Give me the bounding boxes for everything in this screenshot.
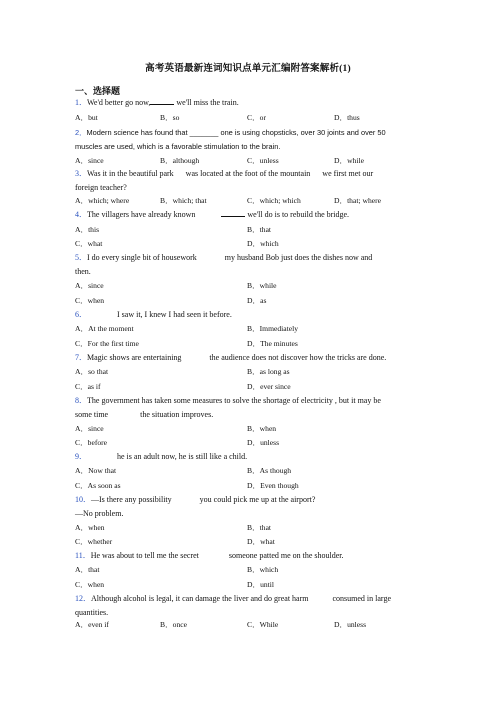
option-d[interactable]: D．which: [247, 239, 279, 248]
option-b[interactable]: B．which; that: [160, 196, 207, 205]
option-a[interactable]: A．even if: [75, 620, 109, 629]
option-b[interactable]: B．as long as: [247, 367, 290, 376]
option-d[interactable]: D．as: [247, 296, 267, 305]
option-c[interactable]: C．before: [75, 438, 108, 447]
option-b[interactable]: B．that: [247, 523, 272, 532]
question-1: [75, 96, 425, 110]
question-5: [75, 251, 425, 279]
option-b[interactable]: B．while: [247, 281, 277, 290]
question-text-cont: —No problem.: [75, 509, 124, 518]
option-c[interactable]: C．whether: [75, 537, 113, 546]
question-text: we'll do is to rebuild the bridge.: [245, 210, 350, 219]
document-title: 高考英语最新连词知识点单元汇编附答案解析(1): [145, 64, 351, 74]
question-text: I do every single bit of housework my husband Bob just does the dishes now and: [87, 253, 373, 262]
question-text: We'd better go now,: [87, 98, 151, 107]
question-text-cont: then.: [75, 267, 91, 276]
question-text-cont: foreign teacher?: [75, 183, 127, 192]
option-b[interactable]: B．so: [160, 113, 180, 122]
option-d[interactable]: D．that; where: [334, 196, 382, 205]
option-a[interactable]: A．this: [75, 225, 100, 234]
question-text: —Is there any possibility you could pick me up at the airport?: [91, 495, 316, 504]
question-number: 4．: [75, 210, 87, 219]
option-d[interactable]: D．thus: [334, 113, 360, 122]
option-c[interactable]: C．as if: [75, 382, 101, 391]
option-a[interactable]: A．Now that: [75, 466, 117, 475]
option-a[interactable]: A．since: [75, 281, 104, 290]
option-d[interactable]: D．until: [247, 580, 275, 589]
option-d[interactable]: D．Even though: [247, 481, 299, 490]
option-a[interactable]: A．since: [75, 424, 104, 433]
question-12: [75, 592, 435, 620]
question-number: 5．: [75, 253, 87, 262]
option-c[interactable]: C．For the first time: [75, 339, 139, 348]
option-b[interactable]: B．As though: [247, 466, 292, 475]
option-b[interactable]: B．once: [160, 620, 187, 629]
question-11: [75, 549, 425, 563]
question-text-cont: some time the situation improves.: [75, 410, 214, 419]
question-7: [75, 351, 435, 365]
option-c[interactable]: C．what: [75, 239, 103, 248]
question-text: Modern science has found that _______ one is using chopsticks, over 30 joints and over 50: [86, 128, 386, 137]
section-heading: 一、选择题: [75, 86, 121, 96]
question-3: [75, 167, 425, 195]
option-d[interactable]: D．unless: [334, 620, 367, 629]
question-text: He was about to tell me the secret someone patted me on the shoulder.: [90, 551, 344, 560]
question-text: The villagers have already known: [87, 210, 196, 219]
question-number: 10．: [75, 495, 91, 504]
answer-blank: [221, 208, 245, 217]
option-d[interactable]: D．The minutes: [247, 339, 298, 348]
question-9: [75, 450, 425, 464]
question-text-cont: muscles are used, which is a favorable stimulation to the brain.: [75, 142, 281, 151]
option-a[interactable]: A．so that: [75, 367, 109, 376]
option-a[interactable]: A．when: [75, 523, 105, 532]
option-c[interactable]: C．which; which: [247, 196, 301, 205]
question-text: we'll miss the train.: [174, 98, 239, 107]
option-c[interactable]: C．unless: [247, 156, 279, 165]
option-d[interactable]: D．ever since: [247, 382, 291, 391]
option-c[interactable]: C．when: [75, 580, 105, 589]
question-number: 1．: [75, 98, 87, 107]
question-10: [75, 493, 425, 521]
option-a[interactable]: A．that: [75, 565, 100, 574]
option-a[interactable]: A．since: [75, 156, 104, 165]
question-8: [75, 394, 425, 422]
question-text: Magic shows are entertaining the audience does not discover how the tricks are done.: [87, 353, 387, 362]
question-number: 2．: [75, 128, 87, 137]
question-number: 12．: [75, 594, 91, 603]
question-number: 7．: [75, 353, 87, 362]
option-d[interactable]: D．what: [247, 537, 275, 546]
option-b[interactable]: B．that: [247, 225, 272, 234]
question-4: [75, 208, 425, 222]
answer-blank: [150, 96, 174, 105]
question-text: The government has taken some measures to solve the shortage of electricity , but it may be: [87, 396, 381, 405]
question-text: I saw it, I knew I had seen it before.: [87, 310, 232, 319]
question-number: 11．: [75, 551, 91, 560]
option-c[interactable]: C．As soon as: [75, 481, 121, 490]
question-text: Was it in the beautiful park was located at the foot of the mountain we first met our: [87, 169, 374, 178]
option-b[interactable]: B．although: [160, 156, 200, 165]
option-c[interactable]: C．or: [247, 113, 266, 122]
question-number: 9．: [75, 452, 87, 461]
question-number: 6．: [75, 310, 87, 319]
question-number: 8．: [75, 396, 87, 405]
option-d[interactable]: D．while: [334, 156, 364, 165]
option-b[interactable]: B．Immediately: [247, 324, 299, 333]
option-c[interactable]: C．when: [75, 296, 105, 305]
question-2: [75, 126, 425, 154]
option-a[interactable]: A．but: [75, 113, 98, 122]
option-a[interactable]: A．At the moment: [75, 324, 134, 333]
question-text-cont: quantities.: [75, 608, 109, 617]
option-c[interactable]: C．While: [247, 620, 279, 629]
option-d[interactable]: D．unless: [247, 438, 280, 447]
option-b[interactable]: B．when: [247, 424, 277, 433]
question-text: Although alcohol is legal, it can damage the liver and do great harm consumed in large: [91, 594, 391, 603]
question-6: [75, 308, 425, 322]
question-number: 3．: [75, 169, 87, 178]
question-text: he is an adult now, he is still like a child.: [87, 452, 248, 461]
option-a[interactable]: A．which; where: [75, 196, 130, 205]
option-b[interactable]: B．which: [247, 565, 279, 574]
